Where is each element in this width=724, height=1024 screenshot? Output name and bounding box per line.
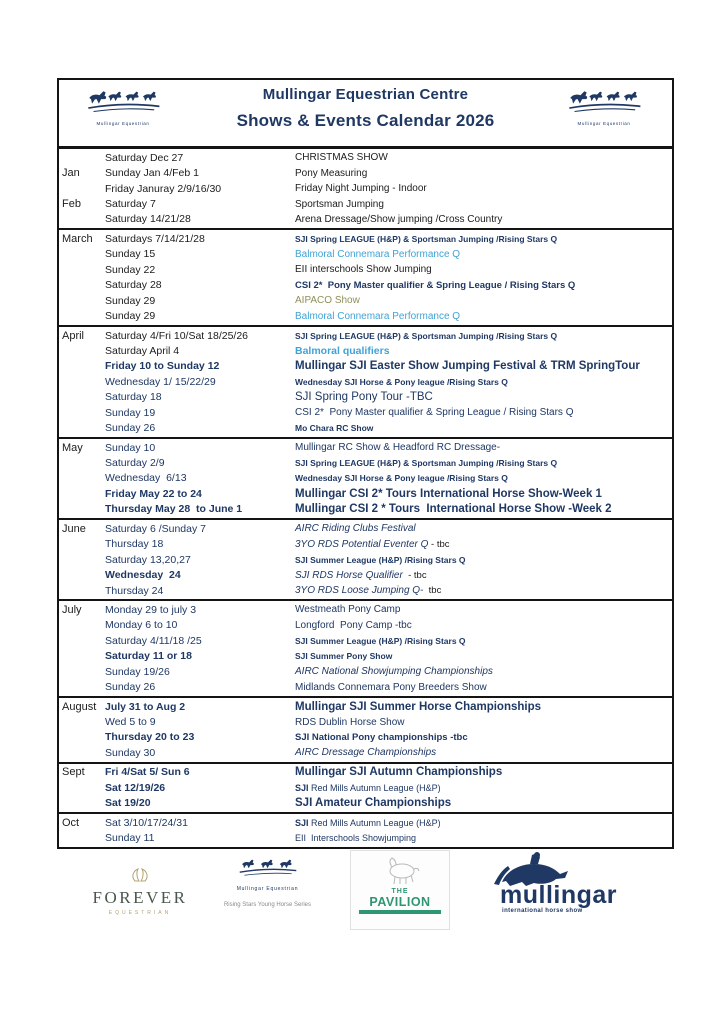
date-cell: Sat 3/10/17/24/31 [105,816,188,829]
date-cell: Thursday 18 [105,538,164,551]
forever-equestrian-logo [70,868,210,916]
calendar-row [59,328,672,343]
forever-sub: EQUESTRIAN [108,910,172,916]
date-cell: Sunday 30 [105,746,156,759]
date-cell: Saturday 2/9 [105,457,165,470]
event-cell: CSI 2* Pony Master qualifier & Spring League / Rising Stars Q [295,407,574,419]
date-cell: Wed 5 to 9 [105,716,156,729]
calendar-row [59,714,672,729]
calendar-row [59,359,672,374]
date-cell: Sunday 15 [105,248,156,261]
calendar-row [59,231,672,246]
date-cell: Friday 10 to Sunday 12 [105,360,220,373]
header-right-logo-caption: Mullingar Equestrian [577,121,631,126]
month-label: Oct [62,816,80,829]
month-group [59,327,672,439]
date-cell: Sunday Jan 4/Feb 1 [105,167,199,180]
event-cell: Mullingar CSI 2 * Tours International Horse Show -Week 2 [295,503,612,516]
event-cell: SJI Summer Pony Show [295,651,393,662]
calendar-row [59,247,672,262]
event-cell: Balmoral Connemara Performance Q [295,248,461,260]
event-cell: SJI Spring Pony Tour -TBC [295,391,433,404]
event-cell: Friday Night Jumping - Indoor [295,183,427,195]
calendar-row [59,780,672,795]
calendar-row [59,293,672,308]
header-left-logo-caption: Mullingar Equestrian [96,121,150,126]
calendar-row [59,486,672,501]
date-cell: Sunday 22 [105,263,156,276]
calendar-row [59,374,672,389]
date-cell: Saturday 7 [105,198,156,211]
calendar-row [59,815,672,830]
date-cell: Saturday 4/Fri 10/Sat 18/25/26 [105,329,249,342]
calendar-row [59,308,672,323]
calendar-row [59,521,672,536]
month-label: May [62,441,83,454]
calendar-row [59,745,672,760]
date-cell: Sunday 19 [105,406,156,419]
pony-sketch-icon [378,855,422,885]
month-group [59,814,672,847]
event-cell: Mullingar RC Show & Headford RC Dressage- [295,442,501,454]
page-subtitle: Shows & Events Calendar 2026 [236,111,495,130]
calendar-row [59,537,672,552]
event-cell: Pony Measuring [295,167,368,179]
month-label: Feb [62,198,81,211]
event-cell: SJI RDS Horse Qualifier - tbc [295,569,427,581]
date-cell: Sunday 29 [105,294,156,307]
event-cell: 3YO RDS Potential Eventer Q - tbc [295,538,450,550]
calendar-body [59,149,672,847]
date-cell: Sunday 10 [105,441,156,454]
event-cell: Mullingar CSI 2* Tours International Horse Show-Week 1 [295,487,602,500]
month-group [59,149,672,230]
date-cell: Fri 4/Sat 5/ Sun 6 [105,766,190,779]
pavilion-name: PAVILION [369,895,431,909]
calendar-row [59,390,672,405]
calendar-row [59,730,672,745]
calendar-row [59,455,672,470]
calendar-row [59,420,672,435]
mullingar-ihs-name: mullingar [500,881,618,909]
month-group [59,601,672,698]
date-cell: Sat 12/19/26 [105,781,166,794]
calendar-row [59,830,672,845]
calendar-row [59,343,672,358]
date-cell: Saturday 11 or 18 [105,650,192,663]
rising-stars-caption: Rising Stars Young Horse Series [223,902,312,908]
calendar-row [59,765,672,780]
event-cell: 3YO RDS Loose Jumping Q- tbc [295,585,442,597]
event-cell: SJI Spring LEAGUE (H&P) & Sportsman Jumping /Rising Stars Q [295,458,558,469]
month-label: Sept [62,766,85,779]
date-cell: Saturday 13,20,27 [105,553,191,566]
mullingar-equestrian-logo [200,858,335,908]
calendar-row [59,150,672,165]
galloping-horses-icon [561,89,647,115]
mullingar-equestrian-caption: Mullingar Equestrian [236,886,299,892]
calendar-row [59,196,672,211]
calendar-row [59,502,672,517]
event-cell: Westmeath Pony Camp [295,604,401,616]
date-cell: July 31 to Aug 2 [105,700,186,713]
calendar-row [59,602,672,617]
date-cell: Saturday 18 [105,391,162,404]
event-cell: SJI Red Mills Autumn League (H&P) [295,817,441,828]
date-cell: Sat 19/20 [105,797,151,810]
galloping-horses-icon [229,858,307,880]
event-cell: EII Interschools Showjumping [295,833,417,844]
date-cell: Sunday 26 [105,422,156,435]
month-label: March [62,232,93,245]
calendar-row [59,181,672,196]
calendar-row [59,405,672,420]
date-cell: Monday 29 to july 3 [105,603,197,616]
event-cell: AIRC Dressage Championships [295,747,437,759]
calendar-sheet [57,78,674,849]
date-cell: Saturday 6 /Sunday 7 [105,522,206,535]
event-cell: SJI Red Mills Autumn League (H&P) [295,782,441,793]
event-cell: Wednesday SJI Horse & Pony league /Rising Stars Q [295,376,508,387]
event-cell: Mo Chara RC Show [295,423,374,434]
month-group [59,764,672,814]
event-cell: CSI 2* Pony Master qualifier & Spring League / Rising Stars Q [295,279,576,291]
date-cell: Sunday 11 [105,832,155,845]
date-cell: Sunday 29 [105,310,156,323]
event-cell: CHRISTMAS SHOW [295,152,388,164]
event-cell: Mullingar SJI Autumn Championships [295,766,503,779]
date-cell: Sunday 19/26 [105,665,170,678]
forever-emblem-icon [129,868,151,883]
calendar-row [59,699,672,714]
event-cell: SJI Spring LEAGUE (H&P) & Sportsman Jumping /Rising Stars Q [295,330,558,341]
forever-name: FOREVER [92,888,188,907]
month-label: April [62,329,85,342]
date-cell: Monday 6 to 10 [105,619,178,632]
calendar-row [59,583,672,598]
date-cell: Wednesday 24 [105,569,181,582]
event-cell: Mullingar SJI Easter Show Jumping Festival & TRM SpringTour [295,360,640,373]
date-cell: Saturday 28 [105,279,162,292]
event-cell: SJI Spring LEAGUE (H&P) & Sportsman Jumping /Rising Stars Q [295,233,558,244]
pavilion-bar [359,910,441,914]
event-cell: Balmoral qualifiers [295,344,390,357]
calendar-row [59,679,672,694]
month-group [59,520,672,601]
calendar-row [59,618,672,633]
date-cell: Sunday 26 [105,681,156,694]
calendar-row [59,278,672,293]
date-cell: Friday Januray 2/9/16/30 [105,182,222,195]
event-cell: Midlands Connemara Pony Breeders Show [295,681,487,693]
calendar-row [59,471,672,486]
date-cell: Saturday 4/11/18 /25 [105,634,202,647]
month-label: July [62,603,82,616]
month-group [59,439,672,520]
page-title: Mullingar Equestrian Centre [262,86,469,103]
event-cell: EII interschools Show Jumping [295,264,432,276]
event-cell: Arena Dressage/Show jumping /Cross Country [295,213,503,225]
event-cell: Balmoral Connemara Performance Q [295,310,461,322]
date-cell: Thursday May 28 to June 1 [105,503,243,516]
calendar-row [59,552,672,567]
the-pavilion-logo [350,850,450,930]
month-group [59,698,672,764]
calendar-row [59,440,672,455]
event-cell: Sportsman Jumping [295,198,384,210]
header [59,80,672,149]
date-cell: Wednesday 1/ 15/22/29 [105,375,216,388]
date-cell: Wednesday 6/13 [105,472,187,485]
calendar-row [59,165,672,180]
date-cell: Saturday Dec 27 [105,151,184,164]
header-right-logo [558,89,650,126]
calendar-row [59,633,672,648]
date-cell: Saturday April 4 [105,344,180,357]
event-cell: AIRC National Showjumping Championships [295,666,493,678]
calendar-row [59,262,672,277]
month-label: August [62,700,97,713]
date-cell: Friday May 22 to 24 [105,487,202,500]
month-label: Jan [62,167,80,180]
event-cell: SJI National Pony championships -tbc [295,731,468,743]
date-cell: Saturday 14/21/28 [105,213,191,226]
event-cell: Wednesday SJI Horse & Pony league /Rising Stars Q [295,473,508,484]
date-cell: Saturdays 7/14/21/28 [105,232,205,245]
event-cell: SJI Summer League (H&P) /Rising Stars Q [295,554,466,565]
month-group [59,230,672,327]
date-cell: Thursday 24 [105,584,164,597]
event-cell: SJI Amateur Championships [295,797,452,810]
calendar-row [59,649,672,664]
pavilion-the: THE [391,888,409,895]
event-cell: AIPACO Show [295,295,360,307]
date-cell: Thursday 20 to 23 [105,731,195,744]
calendar-row [59,796,672,811]
calendar-row [59,567,672,582]
event-cell: SJI Summer League (H&P) /Rising Stars Q [295,635,466,646]
event-cell: Longford Pony Camp -tbc [295,619,412,631]
event-cell: AIRC Riding Clubs Festival [295,523,416,535]
calendar-row [59,664,672,679]
mullingar-ihs-sub: international horse show [502,908,583,914]
month-label: June [62,522,86,535]
mullingar-ihs-logo [492,852,632,914]
event-cell: Mullingar SJI Summer Horse Championships [295,700,542,713]
calendar-row [59,212,672,227]
event-cell: RDS Dublin Horse Show [295,716,405,728]
